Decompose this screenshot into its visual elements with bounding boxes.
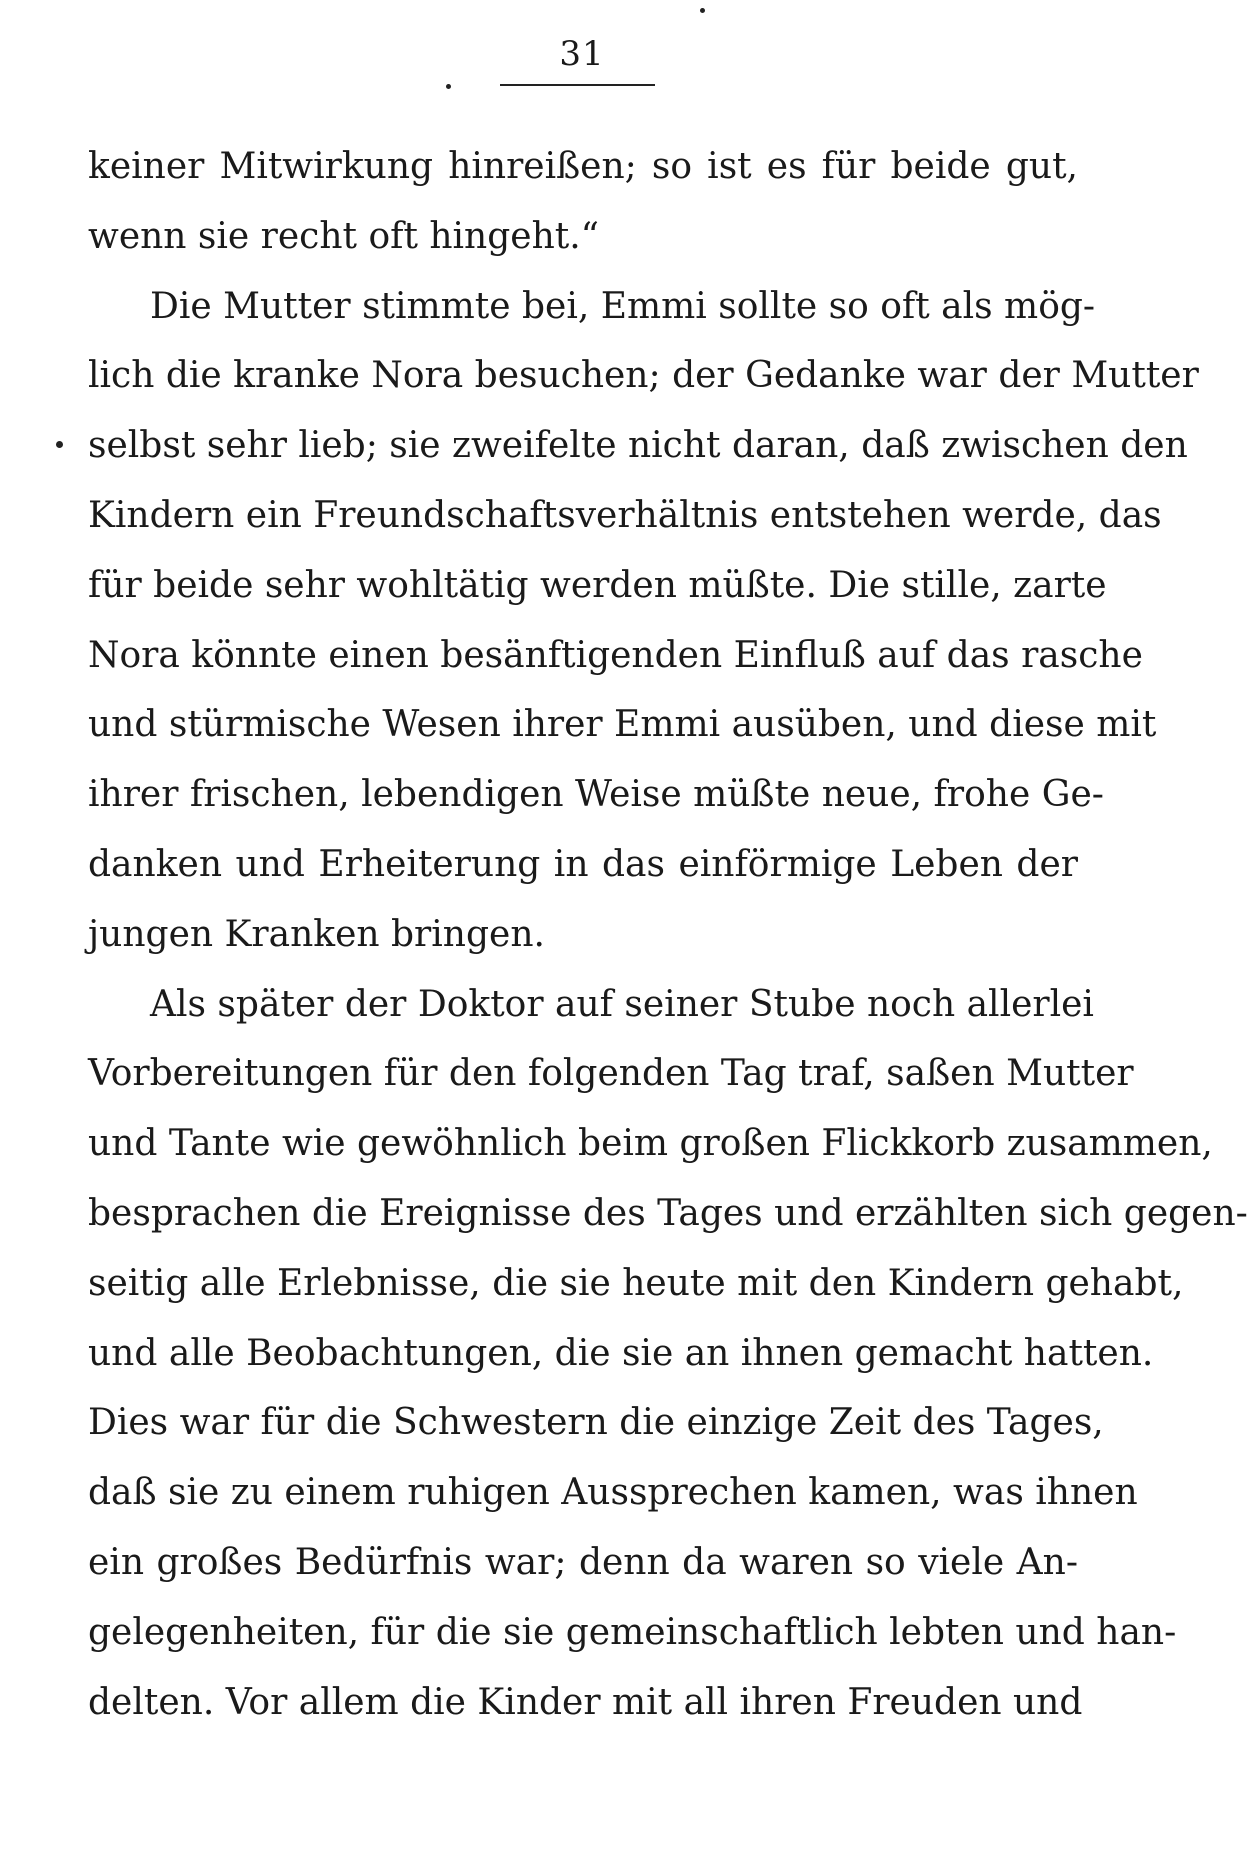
margin-mark [56,441,63,448]
ink-speck [700,8,705,13]
text-line: Nora könnte einen besänftigenden Einfluß auf das rasche [88,634,1143,676]
body-text [88,132,1248,1737]
text-line: Dies war für die Schwestern die einzige Zeit des Tages, [88,1402,1104,1444]
text-line: keiner Mitwirkung hinreißen; so ist es für beide gut, [88,146,1078,187]
page-number: 31 [559,34,605,74]
text-line: lich die kranke Nora besuchen; der Gedanke war der Mutter [88,355,1199,397]
text-line: daß sie zu einem ruhigen Aussprechen kamen, was ihnen [88,1472,1138,1514]
header-rule [500,84,655,86]
text-line: besprachen die Ereignisse des Tages und erzählten sich gegen- [88,1192,1248,1234]
text-line: jungen Kranken bringen. [88,913,545,955]
text-line: Kindern ein Freundschaftsverhältnis entstehen werde, das [88,494,1162,536]
text-line: selbst sehr lieb; sie zweifelte nicht daran, daß zwischen den [88,425,1188,467]
text-line: Die Mutter stimmte bei, Emmi sollte so oft als mög- [150,285,1096,327]
text-line: ein großes Bedürfnis war; denn da waren so viele An- [88,1541,1078,1583]
text-line: gelegenheiten, für die sie gemeinschaftlich lebten und han- [88,1611,1177,1653]
text-line: delten. Vor allem die Kinder mit all ihren Freuden und [88,1681,1083,1723]
text-line: für beide sehr wohltätig werden müßte. Die stille, zarte [88,564,1107,606]
text-line: und Tante wie gewöhnlich beim großen Flickkorb zusammen, [88,1123,1213,1165]
text-line: ihrer frischen, lebendigen Weise müßte neue, frohe Ge- [88,774,1104,816]
text-line: Als später der Doktor auf seiner Stube noch allerlei [150,983,1094,1025]
text-line: und alle Beobachtungen, die sie an ihnen gemacht hatten. [88,1332,1154,1374]
text-line: danken und Erheiterung in das einförmige Leben der [88,843,1078,885]
ink-speck [446,84,451,89]
text-line: Vorbereitungen für den folgenden Tag traf, saßen Mutter [88,1053,1134,1095]
text-line: seitig alle Erlebnisse, die sie heute mit den Kindern gehabt, [88,1262,1184,1304]
text-line: wenn sie recht oft hingeht.“ [88,215,600,257]
text-line: und stürmische Wesen ihrer Emmi ausüben, und diese mit [88,704,1157,746]
